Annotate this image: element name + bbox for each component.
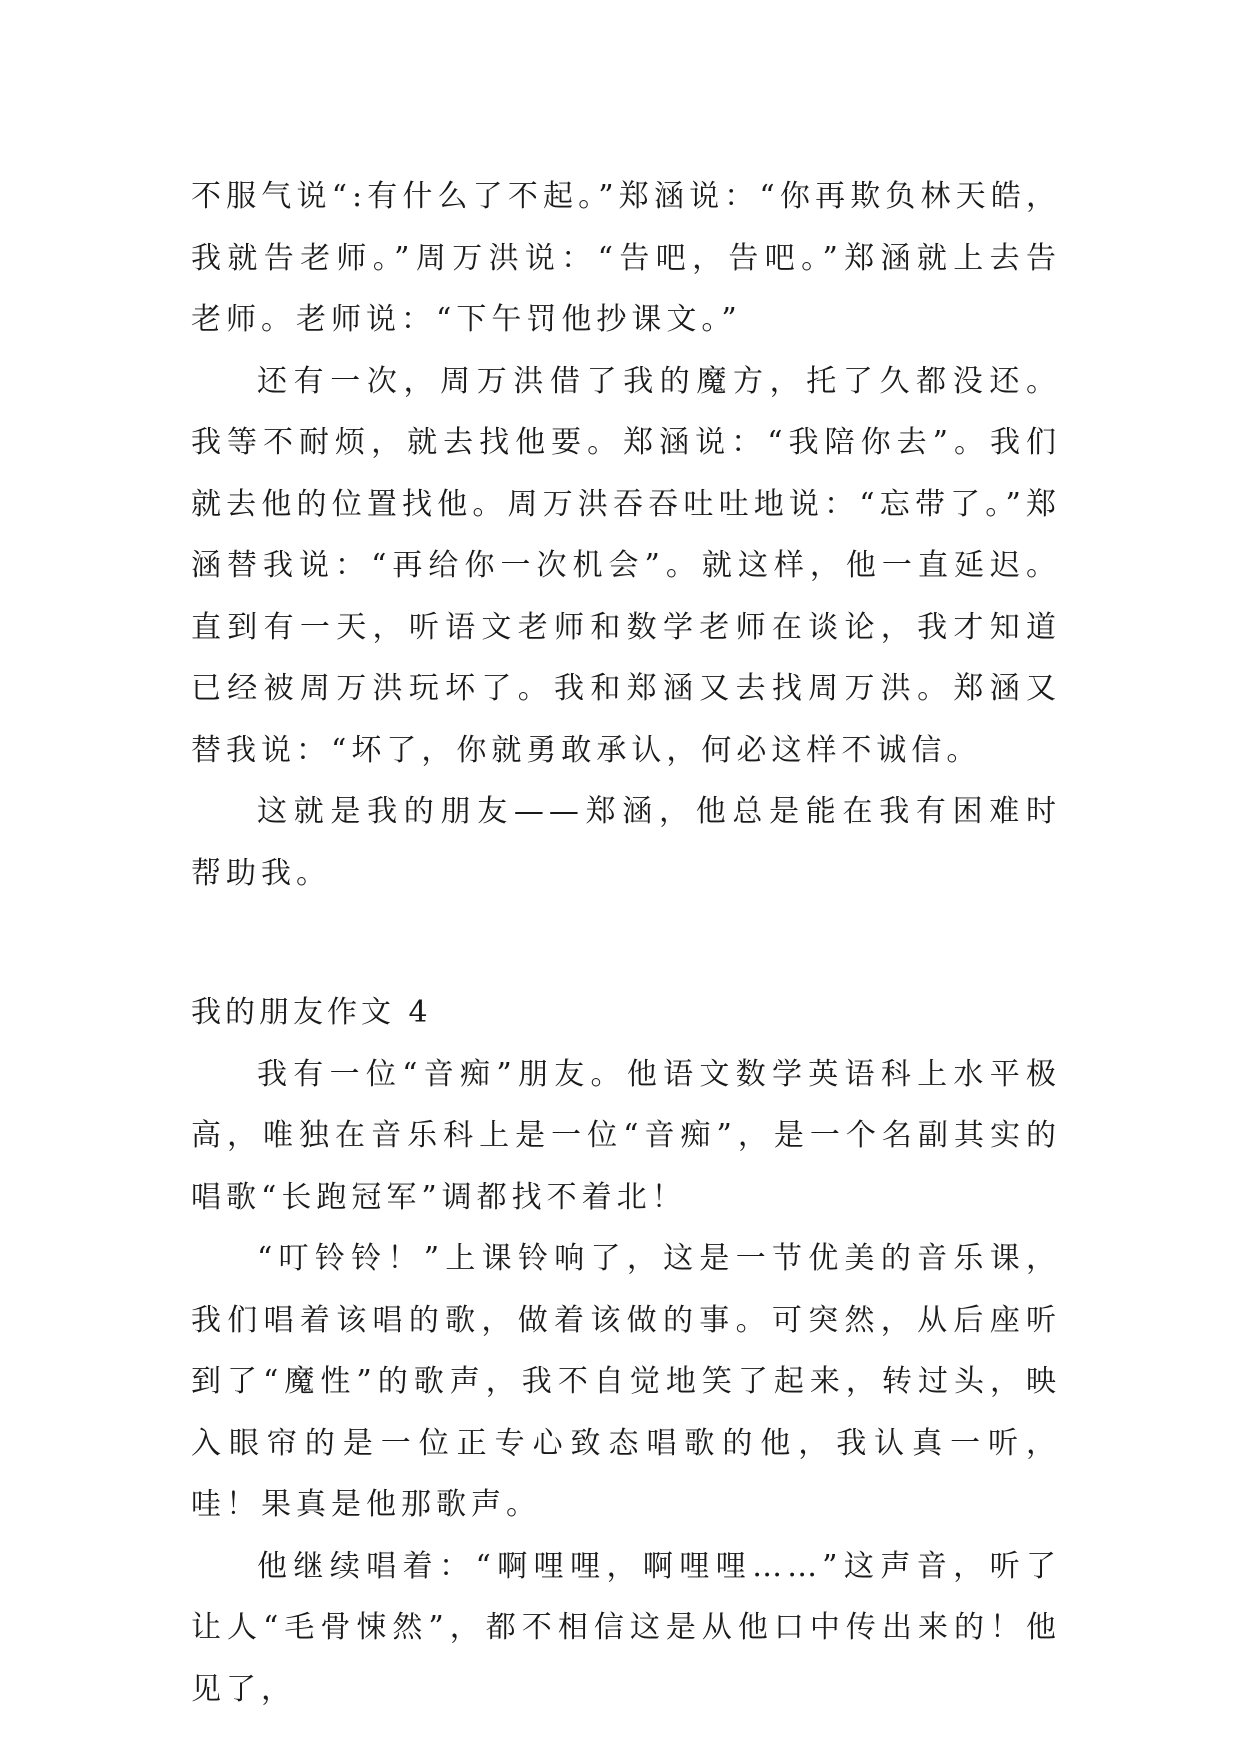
paragraph: 还有一次，周万洪借了我的魔方，托了久都没还。我等不耐烦，就去找他要。郑涵说：“我陪你去”。我们就去他的位置找他。周万洪吞吞吐吐地说：“忘带了。”郑涵替我说：“再给你一次机会”。就这样，他一直延迟。直到有一天，听语文老师和数学老师在谈论，我才知道已经被周万洪玩坏了。我和郑涵又去找周万洪。郑涵又替我说：“坏了，你就勇敢承认，何必这样不诚信。 — [191, 363, 1061, 768]
paragraph: 我有一位“音痴”朋友。他语文数学英语科上水平极高，唯独在音乐科上是一位“音痴”，是一个名副其实的唱歌“长跑冠军”调都找不着北！ — [191, 1056, 1061, 1215]
document-body — [191, 166, 1061, 1720]
paragraph: 不服气说“:有什么了不起。”郑涵说：“你再欺负林天皓，我就告老师。”周万洪说：“告吧，告吧。”郑涵就上去告老师。老师说：“下午罚他抄课文。” — [191, 179, 1061, 337]
paragraph: “叮铃铃！”上课铃响了，这是一节优美的音乐课，我们唱着该唱的歌，做着该做的事。可突然，从后座听到了“魔性”的歌声，我不自觉地笑了起来，转过头，映入眼帘的是一位正专心致态唱歌的他，我认真一听，哇！果真是他那歌声。 — [191, 1241, 1061, 1522]
section-title: 我的朋友作文 4 — [191, 995, 432, 1030]
section-gap — [191, 904, 1061, 982]
paragraph: 这就是我的朋友——郑涵，他总是能在我有困难时帮助我。 — [191, 794, 1061, 891]
paragraph: 他继续唱着：“啊哩哩，啊哩哩……”这声音，听了让人“毛骨悚然”，都不相信这是从他口中传出来的！他见了， — [191, 1548, 1061, 1707]
